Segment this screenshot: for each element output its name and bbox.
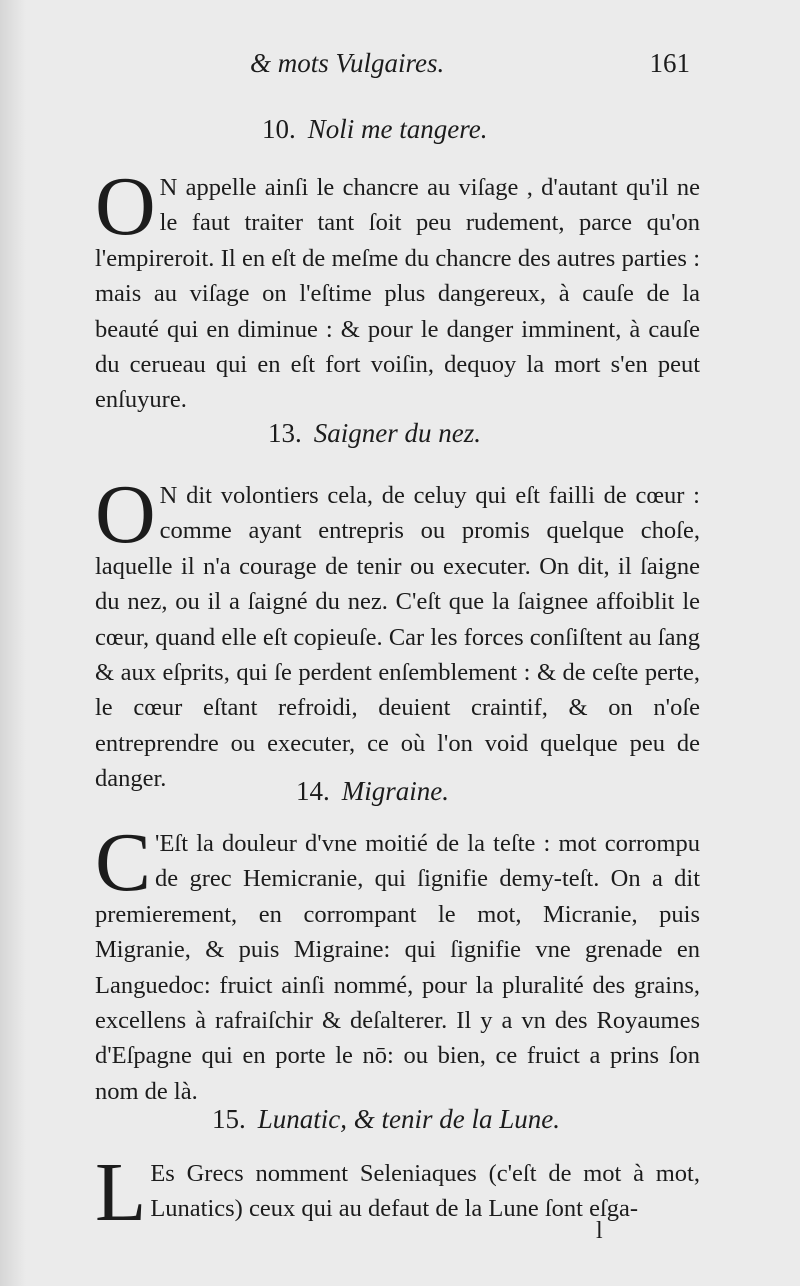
page-gutter <box>0 0 26 1286</box>
section-heading <box>262 114 487 145</box>
drop-cap: O <box>95 468 156 561</box>
section-number: 15. <box>212 1104 246 1134</box>
drop-cap: O <box>95 160 156 253</box>
section-body <box>95 816 700 1109</box>
body-text: Es Grecs nomment Seleniaques (c'eſt de mot à mot, Lunatics) ceux qui au defaut de la Lune ſont eſga- <box>150 1160 700 1223</box>
section-heading <box>296 776 449 807</box>
section-title: Lunatic, & tenir de la Lune. <box>257 1104 560 1134</box>
section-heading <box>212 1104 560 1135</box>
page-number: 161 <box>649 48 690 78</box>
drop-cap: L <box>95 1146 147 1239</box>
page-header <box>250 48 690 88</box>
body-text: N appelle ainſi le chancre au viſage , d'autant qu'il ne le faut traiter tant ſoit peu rudement, parce qu'on l'empireroit. Il en eſt de meſme du chancre des autres parties : mais au viſage on l'eſtime plus dangereux, à cauſe de la beauté qui en diminue : & pour le danger imminent, à cauſe du cerueau qui en eſt fort voiſin, dequoy la mort s'en peut enſuyure. <box>95 174 700 414</box>
section-heading <box>268 418 481 449</box>
section-number: 13. <box>268 418 302 448</box>
section-title: Saigner du nez. <box>313 418 481 448</box>
body-text: N dit volontiers cela, de celuy qui eſt failli de cœur : comme ayant entrepris ou promis quelque choſe, laquelle il n'a courage de tenir ou executer. On dit, il ſaigne du nez, ou il a ſaigné du nez. C'eſt que la ſaignee affoiblit le cœur, quand elle eſt copieuſe. Car les forces conſiſtent au ſang & aux eſprits, qui ſe perdent enſemblement : & de ceſte perte, le cœur eſtant refroidi, deuient craintif, & on n'oſe entreprendre ou executer, ce où l'on void quelque peu de danger. <box>95 482 700 793</box>
body-text: 'Eſt la douleur d'vne moitié de la teſte : mot corrompu de grec Hemicranie, qui ſignifie demy-teſt. On a dit premierement, en corrompant le mot, Micranie, puis Migranie, & puis Migraine: qui ſignifie vne grenade en Languedoc: fruict ainſi nommé, pour la pluralité des grains, excellens à rafraiſchir & deſalterer. Il y a vn des Royaumes d'Eſpagne qui en porte le nō: ou bien, ce fruict a prins ſon nom de là. <box>95 830 700 1105</box>
section-number: 10. <box>262 114 296 144</box>
running-head: & mots Vulgaires. <box>250 48 445 78</box>
section-body <box>95 160 700 418</box>
drop-cap: C <box>95 816 152 909</box>
catchword: l <box>596 1218 603 1244</box>
section-title: Migraine. <box>341 776 449 806</box>
section-body <box>95 468 700 797</box>
section-body <box>95 1146 700 1239</box>
section-title: Noli me tangere. <box>307 114 488 144</box>
section-number: 14. <box>296 776 330 806</box>
